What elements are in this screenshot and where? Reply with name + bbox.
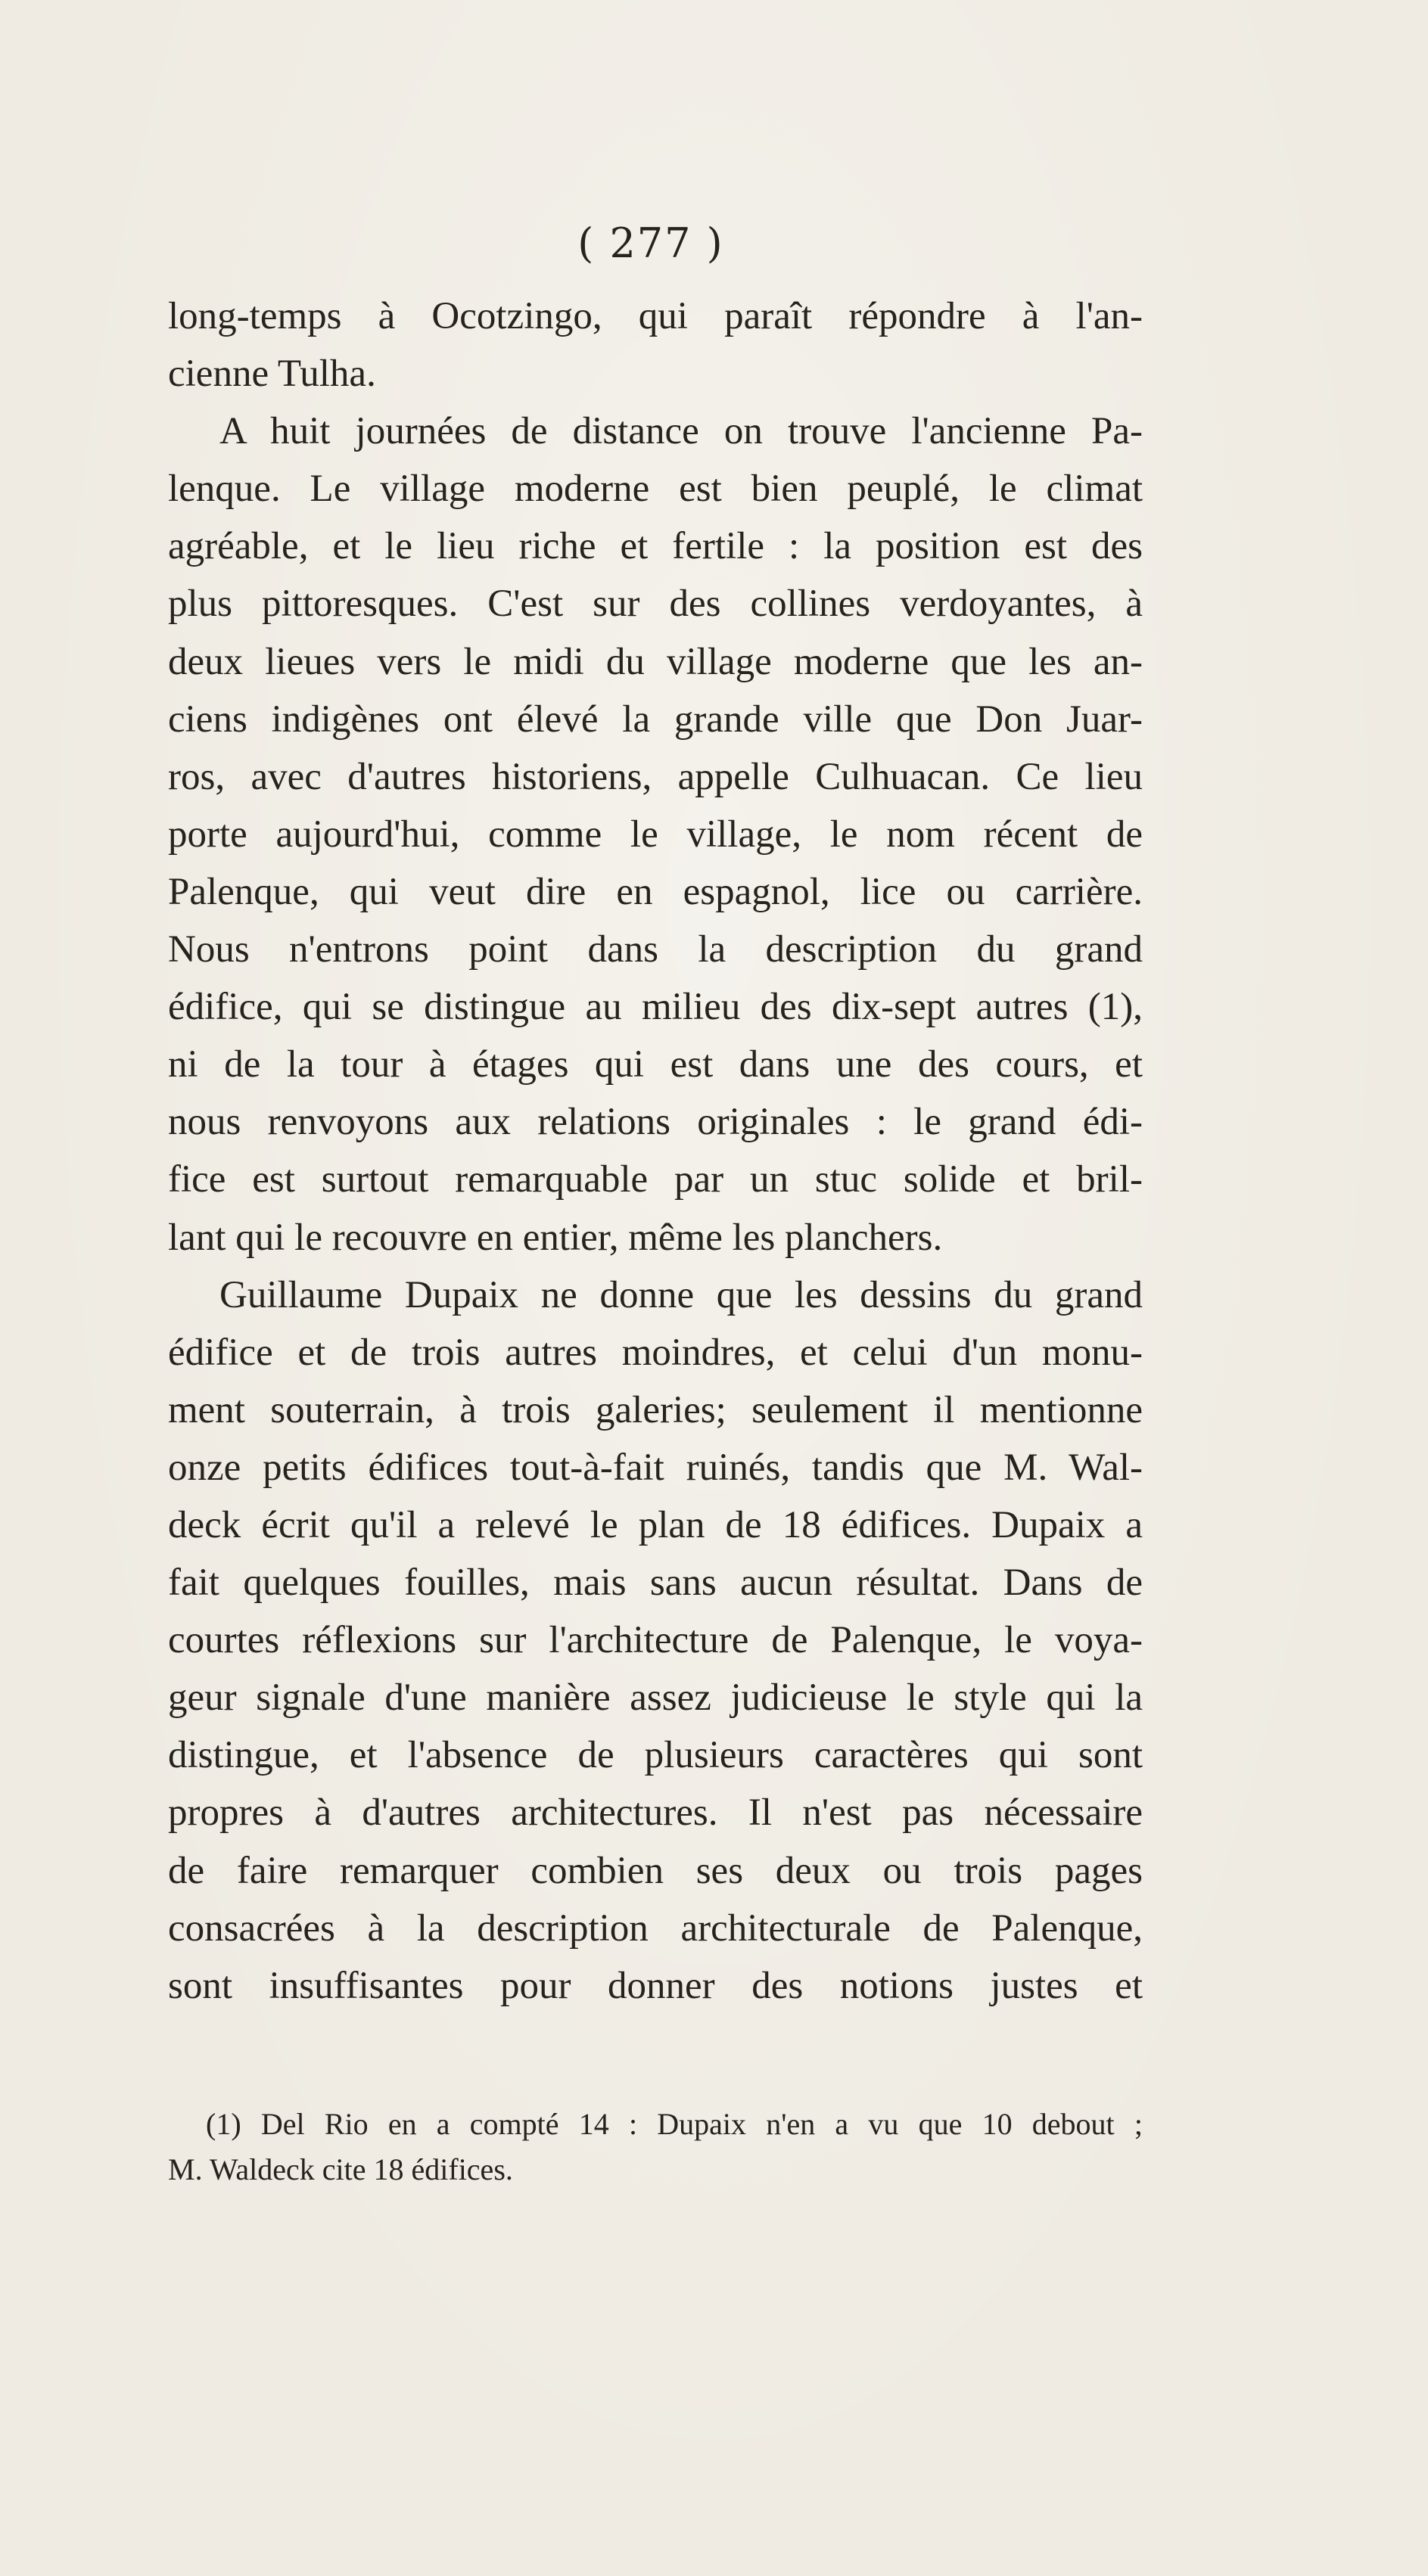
text-line: fait quelques fouilles, mais sans aucun résultat. Dans de [168, 1561, 1143, 1605]
text-line: Nous n'entrons point dans la description du grand [168, 928, 1143, 971]
text-line: propres à d'autres architectures. Il n'est pas nécessaire [168, 1791, 1143, 1835]
text-line: distingue, et l'absence de plusieurs caractères qui sont [168, 1734, 1143, 1777]
text-line: ment souterrain, à trois galeries; seulement il mentionne [168, 1388, 1143, 1431]
text-line: long-temps à Ocotzingo, qui paraît répondre à l'an- [168, 295, 1143, 337]
text-line: A huit journées de distance on trouve l'ancienne Pa- [219, 410, 1143, 453]
text-line: de faire remarquer combien ses deux ou trois pages [168, 1849, 1143, 1892]
text-line: édifice et de trois autres moindres, et celui d'un monu- [168, 1331, 1143, 1374]
text-line: deck écrit qu'il a relevé le plan de 18 édifices. Dupaix a [168, 1503, 1143, 1546]
page-number: ( 277 ) [577, 219, 724, 267]
text-line: lenque. Le village moderne est bien peuplé, le climat [168, 468, 1143, 511]
text-line: porte aujourd'hui, comme le village, le nom récent de [168, 813, 1143, 856]
text-line: cienne Tulha. [168, 353, 376, 396]
text-line: ciens indigènes ont élevé la grande ville que Don Juar- [168, 698, 1143, 741]
footnote-line: (1) Del Rio en a compté 14 : Dupaix n'en a vu que 10 debout ; [206, 2107, 1143, 2141]
text-line: lant qui le recouvre en entier, même les planchers. [168, 1216, 943, 1259]
text-line: consacrées à la description architecturale de Palenque, [168, 1906, 1143, 1950]
text-line: deux lieues vers le midi du village moderne que les an- [168, 640, 1143, 683]
text-line: nous renvoyons aux relations originales : le grand édi- [168, 1101, 1143, 1144]
text-line: onze petits édifices tout-à-fait ruinés, tandis que M. Wal- [168, 1446, 1143, 1489]
text-line: geur signale d'une manière assez judicieuse le style qui la [168, 1676, 1143, 1720]
footnotes [168, 2102, 1143, 2192]
text-line: Palenque, qui veut dire en espagnol, lice ou carrière. [168, 870, 1143, 913]
text-line: plus pittoresques. C'est sur des collines verdoyantes, à [168, 583, 1143, 626]
text-line: ros, avec d'autres historiens, appelle Culhuacan. Ce lieu [168, 755, 1143, 798]
text-line: courtes réflexions sur l'architecture de Palenque, le voya- [168, 1619, 1143, 1662]
text-line: fice est surtout remarquable par un stuc solide et bril- [168, 1158, 1143, 1201]
text-line: Guillaume Dupaix ne donne que les dessins du grand [219, 1273, 1143, 1316]
text-line: édifice, qui se distingue au milieu des dix-sept autres (1), [168, 986, 1143, 1029]
footnote-line: M. Waldeck cite 18 édifices. [168, 2152, 513, 2186]
text-line: agréable, et le lieu riche et fertile : la position est des [168, 525, 1143, 568]
text-line: sont insuffisantes pour donner des notions justes et [168, 1964, 1143, 2007]
text-line: ni de la tour à étages qui est dans une des cours, et [168, 1043, 1143, 1086]
body-text [168, 287, 1143, 2015]
